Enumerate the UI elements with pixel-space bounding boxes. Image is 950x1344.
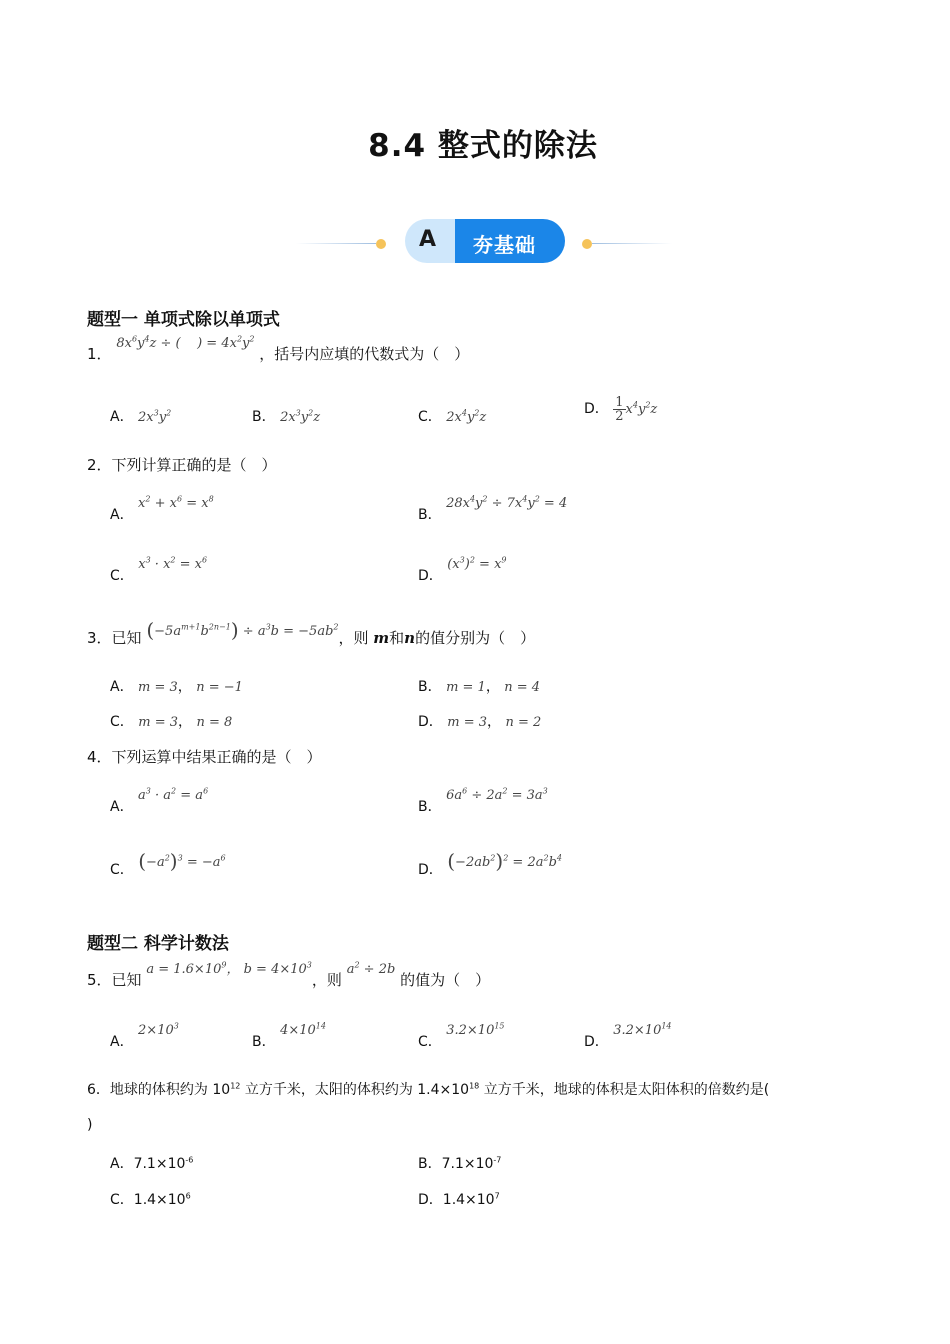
- page-title: 8.4 整式的除法: [368, 128, 598, 164]
- section-title-1: 题型一 单项式除以单项式: [87, 310, 280, 330]
- section-badge: [405, 219, 565, 263]
- question-number: 1．: [87, 345, 112, 363]
- q5-option-c[interactable]: C． $3.2\times 10^{15}$: [418, 1021, 505, 1050]
- q4-option-c[interactable]: C． $(-a^2)^3 = -a^6$: [110, 849, 226, 878]
- q2-option-b[interactable]: B． $28x^4y^2 \div 7x^4y^2 = 4$: [418, 494, 568, 523]
- q6-option-d[interactable]: D．$1.4\times 10^7$: [418, 1191, 500, 1208]
- q4-option-d[interactable]: D． $(-2ab^2)^2 = 2a^2b^4$: [418, 849, 562, 878]
- q2-option-c[interactable]: C． $x^3 \cdot x^2 = x^6$: [110, 555, 208, 584]
- question-number: 2．: [87, 456, 112, 474]
- question-3: 3．已知 $(-5a^{m+1}b^{2n-1}) \div a^3b = -5ab^2$，则 m和n的值分别为（ ）: [87, 618, 536, 647]
- q5-option-b[interactable]: B． $4\times 10^{14}$: [252, 1021, 326, 1050]
- question-4-text: 下列运算中结果正确的是（ ）: [111, 748, 322, 766]
- q5-option-d[interactable]: D． $3.2\times 10^{14}$: [584, 1021, 672, 1050]
- badge-letter: A: [419, 227, 437, 252]
- question-number: 4．: [87, 748, 112, 766]
- question-5: 5．已知 $a = 1.6\times 10^9$， $b = 4\times 10^3$，则 $a^2 \div 2b$ 的值为（ ）: [87, 960, 491, 989]
- q1-option-d[interactable]: D． $\frac{1}{2}$ $x^4y^2z$: [584, 395, 658, 424]
- question-5-expression: $a = 1.6\times 10^9$， $b = 4\times 10^3$: [146, 960, 312, 977]
- q3-option-c[interactable]: C． m = 3， n = 8: [110, 714, 233, 730]
- q6-option-b[interactable]: B．$7.1\times 10^{-7}$: [418, 1155, 502, 1172]
- question-1: [87, 334, 470, 364]
- q4-option-b[interactable]: B． $6a^6 \div 2a^2 = 3a^3$: [418, 786, 548, 815]
- q1-option-b[interactable]: B． $2x^3y^2z$: [252, 408, 321, 425]
- question-6: 6．地球的体积约为 $10^{12}$ 立方千米，太阳的体积约为 $1.4\times 10^{18}$ 立方千米，地球的体积是太阳体积的倍数约是(: [87, 1081, 770, 1098]
- q1-option-a[interactable]: A． $2x^3y^2$: [110, 408, 172, 425]
- question-2: [87, 454, 277, 475]
- q1-option-c[interactable]: C． $2x^4y^2z$: [418, 408, 487, 425]
- question-number: 3．: [87, 629, 112, 647]
- question-5-target: $a^2 \div 2b$: [346, 960, 396, 977]
- q3-option-a[interactable]: A． m = 3， n = −1: [110, 679, 243, 695]
- question-number: 6．: [87, 1082, 110, 1098]
- q6-option-c[interactable]: C．$1.4\times 10^6$: [110, 1191, 191, 1208]
- badge-label: 夯基础: [473, 233, 536, 257]
- badge-dot-right: [582, 239, 592, 249]
- question-4: [87, 746, 322, 767]
- question-1-text: ，括号内应填的代数式为（ ）: [259, 345, 470, 363]
- question-6-continued: ): [87, 1117, 93, 1133]
- q2-option-a[interactable]: A． $x^2 + x^6 = x^8$: [110, 494, 214, 523]
- q3-option-b[interactable]: B． m = 1， n = 4: [418, 679, 541, 695]
- q5-option-a[interactable]: A． $2\times 10^3$: [110, 1021, 179, 1050]
- q4-option-a[interactable]: A． $a^3 \cdot a^2 = a^6$: [110, 786, 209, 815]
- question-2-text: 下列计算正确的是（ ）: [111, 456, 277, 474]
- section-title-2: 题型二 科学计数法: [87, 934, 229, 954]
- question-number: 5．: [87, 971, 112, 989]
- badge-dot-left: [376, 239, 386, 249]
- question-1-expression: $8x^6y^4z$ ÷ ( ) = $4x^2y^2$: [116, 334, 255, 351]
- q3-option-d[interactable]: D． m = 3， n = 2: [418, 714, 542, 730]
- badge-line-left: [296, 243, 376, 244]
- badge-line-right: [592, 243, 672, 244]
- q2-option-d[interactable]: D． $(x^3)^2 = x^9$: [418, 555, 507, 584]
- q6-option-a[interactable]: A．$7.1\times 10^{-6}$: [110, 1155, 194, 1172]
- question-3-expression: $(-5a^{m+1}b^{2n-1}) \div a^3b = -5ab^2$: [146, 618, 339, 642]
